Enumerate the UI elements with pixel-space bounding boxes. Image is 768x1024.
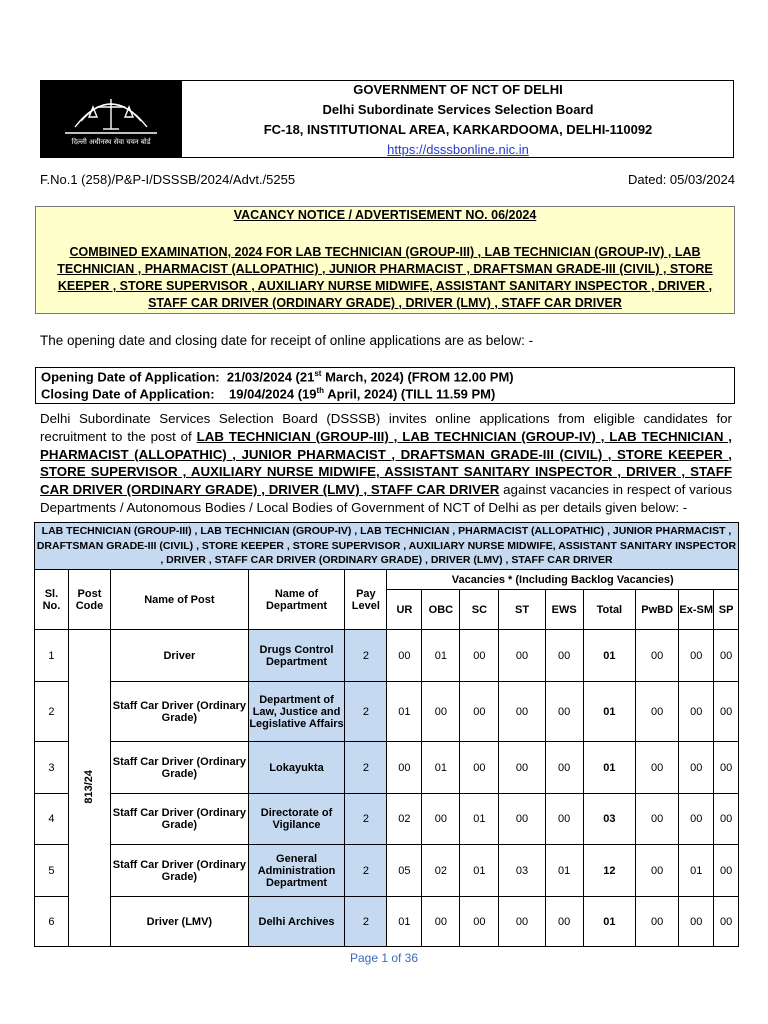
cell-exsm: 00 (679, 630, 714, 682)
paragraph-intro: Delhi Subordinate Services Selection Board (DSSSB) invites online applications from eligible candidates for recruitment to the post of (40, 411, 732, 444)
header-ur: UR (387, 590, 422, 630)
cell-sl: 3 (35, 742, 69, 794)
cell-dept: General Administration Department (248, 845, 345, 897)
cell-ews: 00 (545, 630, 583, 682)
closing-date (41, 386, 495, 401)
cell-obc: 00 (422, 682, 460, 742)
website-link[interactable]: https://dsssbonline.nic.in (387, 142, 529, 157)
vacancy-notice-description: COMBINED EXAMINATION, 2024 FOR LAB TECHNICIAN (GROUP-III) , LAB TECHNICIAN (GROUP-IV) , LAB TECHNICIAN , PHARMACIST (ALLOPATHIC) , JUNIOR PHARMACIST , DRAFTSMAN GRADE-III (CIVIL) , STORE KEEPER , STORE SUPERVISOR , AUXILIARY NURSE MIDWIFE, ASSISTANT SANITARY INSPECTOR , DRIVER , STAFF CAR DRIVER (ORDINARY GRADE) , DRIVER (LMV) , STAFF CAR DRIVER (57, 245, 713, 310)
cell-sc: 00 (460, 897, 499, 947)
cell-pwbd: 00 (636, 845, 679, 897)
logo-caption: दिल्ली अधीनस्थ सेवा चयन बोर्ड (71, 138, 151, 146)
cell-pwbd: 00 (636, 682, 679, 742)
cell-sc: 00 (460, 630, 499, 682)
opening-intro: The opening date and closing date for receipt of online applications are as below: - (40, 333, 534, 348)
cell-total: 01 (583, 682, 635, 742)
cell-ur: 00 (387, 742, 422, 794)
cell-pay: 2 (345, 897, 387, 947)
table-row (35, 897, 739, 947)
cell-sp: 00 (714, 897, 739, 947)
cell-ur: 01 (387, 897, 422, 947)
header-exsm: Ex-SM (679, 590, 714, 630)
cell-exsm: 00 (679, 682, 714, 742)
board-address: FC-18, INSTITUTIONAL AREA, KARKARDOOMA, DELHI-110092 (263, 122, 653, 137)
page-number: Page 1 of 36 (349, 951, 419, 965)
cell-post: Staff Car Driver (Ordinary Grade) (111, 682, 249, 742)
cell-obc: 00 (422, 897, 460, 947)
cell-dept: Directorate of Vigilance (248, 794, 345, 845)
cell-ur: 05 (387, 845, 422, 897)
cell-exsm: 01 (679, 845, 714, 897)
cell-st: 00 (499, 794, 545, 845)
vacancy-notice-title: VACANCY NOTICE / ADVERTISEMENT NO. 06/2024 (233, 208, 537, 222)
cell-pay: 2 (345, 794, 387, 845)
govt-name: GOVERNMENT OF NCT OF DELHI (353, 82, 563, 97)
cell-pay: 2 (345, 742, 387, 794)
cell-sp: 00 (714, 794, 739, 845)
opening-sup: st (314, 369, 322, 378)
cell-sc: 01 (460, 794, 499, 845)
cell-sp: 00 (714, 630, 739, 682)
cell-exsm: 00 (679, 794, 714, 845)
cell-ur: 01 (387, 682, 422, 742)
closing-label: Closing Date of Application: (41, 386, 215, 402)
cell-post: Staff Car Driver (Ordinary Grade) (111, 794, 249, 845)
file-number: F.No.1 (258)/P&P-I/DSSSB/2024/Advt./5255 (40, 172, 296, 187)
header-ews: EWS (545, 590, 583, 630)
cell-exsm: 00 (679, 897, 714, 947)
cell-total: 01 (583, 630, 635, 682)
cell-obc: 02 (422, 845, 460, 897)
closing-tail: April, 2024) (TILL 11.59 PM) (324, 386, 496, 402)
cell-dept: Lokayukta (248, 742, 345, 794)
header-post-code: Post Code (68, 570, 110, 630)
cell-pay: 2 (345, 630, 387, 682)
cell-ews: 00 (545, 682, 583, 742)
cell-st: 00 (499, 742, 545, 794)
cell-sl: 1 (35, 630, 69, 682)
header-sp: SP (714, 590, 739, 630)
table-row (35, 742, 739, 794)
board-name: Delhi Subordinate Services Selection Board (322, 102, 594, 117)
cell-post: Staff Car Driver (Ordinary Grade) (111, 845, 249, 897)
cell-exsm: 00 (679, 742, 714, 794)
table-row (35, 630, 739, 682)
cell-st: 00 (499, 630, 545, 682)
cell-post: Staff Car Driver (Ordinary Grade) (111, 742, 249, 794)
cell-st: 03 (499, 845, 545, 897)
header-sl: Sl. No. (35, 570, 69, 630)
cell-post: Driver (LMV) (111, 897, 249, 947)
cell-ews: 01 (545, 845, 583, 897)
cell-total: 12 (583, 845, 635, 897)
cell-sp: 00 (714, 682, 739, 742)
cell-sl: 6 (35, 897, 69, 947)
paragraph-posts: LAB TECHNICIAN (GROUP-III) , LAB TECHNICIAN (GROUP-IV) , LAB TECHNICIAN , PHARMACIST (ALLOPATHIC) , JUNIOR PHARMACIST , DRAFTSMAN GRADE-III (CIVIL) , STORE KEEPER , STORE SUPERVISOR , AUXILIARY NURSE MIDWIFE, ASSISTANT SANITARY INSPECTOR , DRIVER , STAFF CAR DRIVER (ORDINARY GRADE) , DRIVER (LMV) , STAFF CAR DRIVER (40, 428, 732, 498)
vacancy-table (34, 522, 739, 947)
opening-tail: March, 2024) (FROM 12.00 PM) (321, 369, 514, 385)
cell-post-code (68, 630, 110, 947)
cell-ews: 00 (545, 794, 583, 845)
cell-total: 01 (583, 897, 635, 947)
cell-dept: Department of Law, Justice and Legislative Affairs (248, 682, 345, 742)
cell-obc: 01 (422, 742, 460, 794)
cell-obc: 01 (422, 630, 460, 682)
intro-paragraph (40, 410, 732, 517)
cell-sl: 2 (35, 682, 69, 742)
header-name-of-post: Name of Post (111, 570, 249, 630)
opening-value: 21/03/2024 (21 (226, 369, 315, 385)
cell-st: 00 (499, 897, 545, 947)
cell-sl: 4 (35, 794, 69, 845)
header-department: Name of Department (248, 570, 345, 630)
cell-pwbd: 00 (636, 897, 679, 947)
cell-post: Driver (111, 630, 249, 682)
cell-st: 00 (499, 682, 545, 742)
post-code-value: 813/24 (83, 769, 96, 804)
cell-sc: 00 (460, 682, 499, 742)
table-row (35, 682, 739, 742)
header-pay-level: Pay Level (345, 570, 387, 630)
cell-ur: 02 (387, 794, 422, 845)
cell-dept: Drugs Control Department (248, 630, 345, 682)
cell-pwbd: 00 (636, 742, 679, 794)
header-vacancies: Vacancies * (Including Backlog Vacancies) (387, 570, 739, 590)
cell-pwbd: 00 (636, 794, 679, 845)
table-row (35, 845, 739, 897)
header-st: ST (499, 590, 545, 630)
cell-total: 01 (583, 742, 635, 794)
cell-pay: 2 (345, 682, 387, 742)
cell-pwbd: 00 (636, 630, 679, 682)
opening-date (41, 369, 514, 384)
cell-ur: 00 (387, 630, 422, 682)
paragraph-outro: against vacancies in respect of various Departments / Autonomous Bodies / Local Bodies of Government of NCT of Delhi as per details given below: - (40, 482, 732, 515)
closing-sup: th (316, 386, 325, 395)
dsssb-logo (41, 81, 182, 157)
table-caption: LAB TECHNICIAN (GROUP-III) , LAB TECHNICIAN (GROUP-IV) , LAB TECHNICIAN , PHARMACIST (ALLOPATHIC) , JUNIOR PHARMACIST , DRAFTSMAN GRADE-III (CIVIL) , STORE KEEPER , STORE SUPERVISOR , AUXILIARY NURSE MIDWIFE, ASSISTANT SANITARY INSPECTOR , DRIVER , STAFF CAR DRIVER (ORDINARY GRADE) , DRIVER (LMV) , STAFF CAR DRIVER (35, 523, 739, 570)
cell-sp: 00 (714, 742, 739, 794)
closing-value: 19/04/2024 (19 (229, 386, 317, 402)
cell-sc: 00 (460, 742, 499, 794)
cell-sc: 01 (460, 845, 499, 897)
header-text (182, 80, 734, 160)
dated: Dated: 05/03/2024 (628, 172, 735, 187)
opening-label: Opening Date of Application: (41, 369, 220, 385)
header-sc: SC (460, 590, 499, 630)
header-obc: OBC (422, 590, 460, 630)
header-pwbd: PwBD (636, 590, 679, 630)
cell-ews: 00 (545, 897, 583, 947)
cell-pay: 2 (345, 845, 387, 897)
cell-sl: 5 (35, 845, 69, 897)
cell-ews: 00 (545, 742, 583, 794)
cell-total: 03 (583, 794, 635, 845)
cell-obc: 00 (422, 794, 460, 845)
cell-dept: Delhi Archives (248, 897, 345, 947)
header-total: Total (583, 590, 635, 630)
cell-sp: 00 (714, 845, 739, 897)
table-row (35, 794, 739, 845)
